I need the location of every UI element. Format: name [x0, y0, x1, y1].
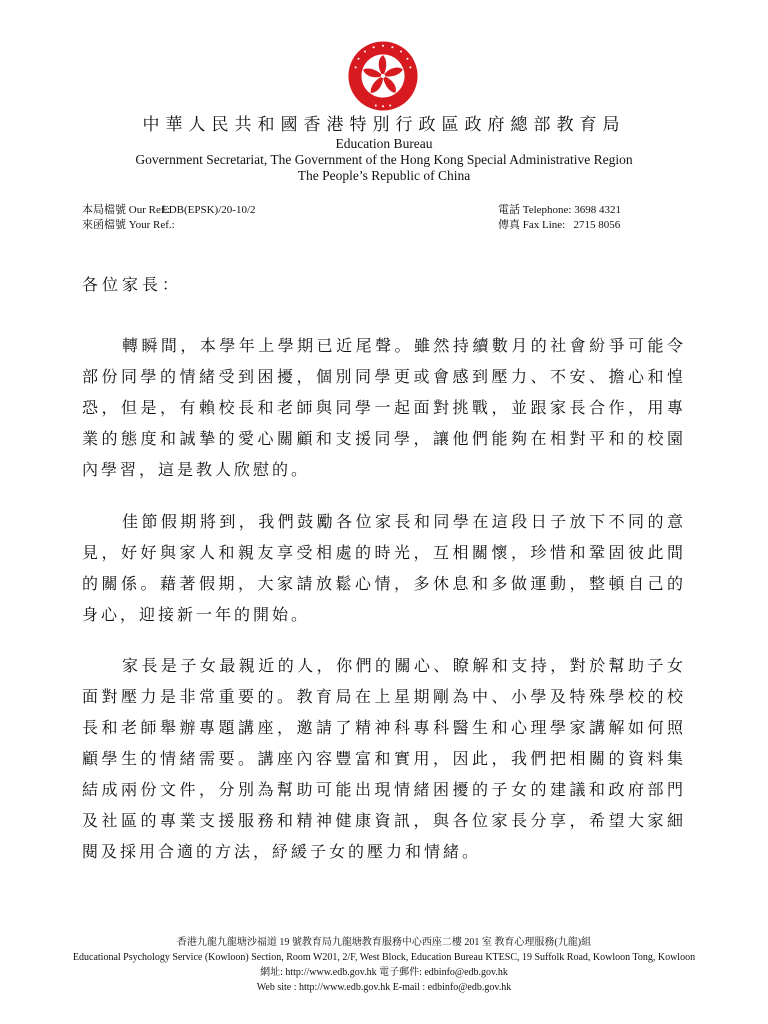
footer-contact-english: Web site : http://www.edb.gov.hk E-mail : edbinfo@edb.gov.hk: [256, 982, 512, 993]
your-ref-label: 來函檔號 Your Ref.:: [82, 219, 175, 231]
your-ref-row: [82, 218, 256, 233]
country-line: The People’s Republic of China: [297, 168, 471, 183]
department-name-english: Education Bureau: [335, 136, 433, 151]
hk-bauhinia-emblem-icon: [347, 40, 419, 112]
letterhead: [0, 114, 768, 184]
our-ref-row: [82, 203, 256, 218]
footer-address-chinese: 香港九龍九龍塘沙福道 19 號教育局九龍塘教育服務中心西座二樓 201 室 教育心理服務(九龍)組: [176, 937, 592, 948]
body-paragraph: 佳節假期將到，我們鼓勵各位家長和同學在這段日子放下不同的意見，好好與家人和親友享受相處的時光，互相關懷，珍惜和鞏固彼此間的關係。藉著假期，大家請放鬆心情，多休息和多做運動，整頓自己的身心，迎接新一年的開始。: [82, 512, 686, 624]
telephone-label: 電話 Telephone:: [498, 204, 572, 216]
telephone-value: 3698 4321: [574, 204, 621, 216]
fax-value: 2715 8056: [573, 219, 621, 231]
telephone-row: [498, 203, 621, 218]
our-ref-label: 本局檔號 Our Ref.:: [82, 204, 171, 216]
salutation: 各位家長：: [82, 275, 183, 294]
footer-contact-chinese: 網址: http://www.edb.gov.hk 電子郵件: edbinfo@edb.gov.hk: [260, 967, 508, 978]
footer-address-english: Educational Psychology Service (Kowloon) Section, Room W201, 2/F, West Block, Education Bureau KTESC, 19 Suffolk Road, Kowloon Tong, Kowloon: [72, 952, 696, 963]
fax-label: 傳真 Fax Line:: [498, 219, 566, 231]
department-name-chinese: 中華人民共和國香港特別行政區政府總部教育局: [142, 115, 626, 135]
body-paragraph: 家長是子女最親近的人，你們的關心、瞭解和支持，對於幫助子女面對壓力是非常重要的。教育局在上星期剛為中、小學及特殊學校的校長和老師舉辦專題講座，邀請了精神科專科醫生和心理學家講解如何照顧學生的情緒需要。講座內容豐富和實用，因此，我們把相關的資料集結成兩份文件，分別為幫助可能出現情緒困擾的子女的建議和政府部門及社區的專業支援服務和精神健康資訊，與各位家長分享，希望大家細閱及採用合適的方法，紓緩子女的壓力和情緒。: [82, 656, 686, 861]
fax-row: [498, 218, 621, 233]
body-paragraph: 轉瞬間，本學年上學期已近尾聲。雖然持續數月的社會紛爭可能令部份同學的情緒受到困擾，個別同學更或會感到壓力、不安、擔心和惶恐，但是，有賴校長和老師與同學一起面對挑戰，並跟家長合作，用專業的態度和誠摯的愛心關顧和支援同學，讓他們能夠在相對平和的校園內學習，這是教人欣慰的。: [82, 336, 686, 479]
government-secretariat-line: Government Secretariat, The Government of the Hong Kong Special Administrative Region: [135, 152, 633, 167]
footer-address-block: [0, 935, 768, 995]
our-ref-value: EDB(EPSK)/20-10/2: [162, 204, 256, 216]
